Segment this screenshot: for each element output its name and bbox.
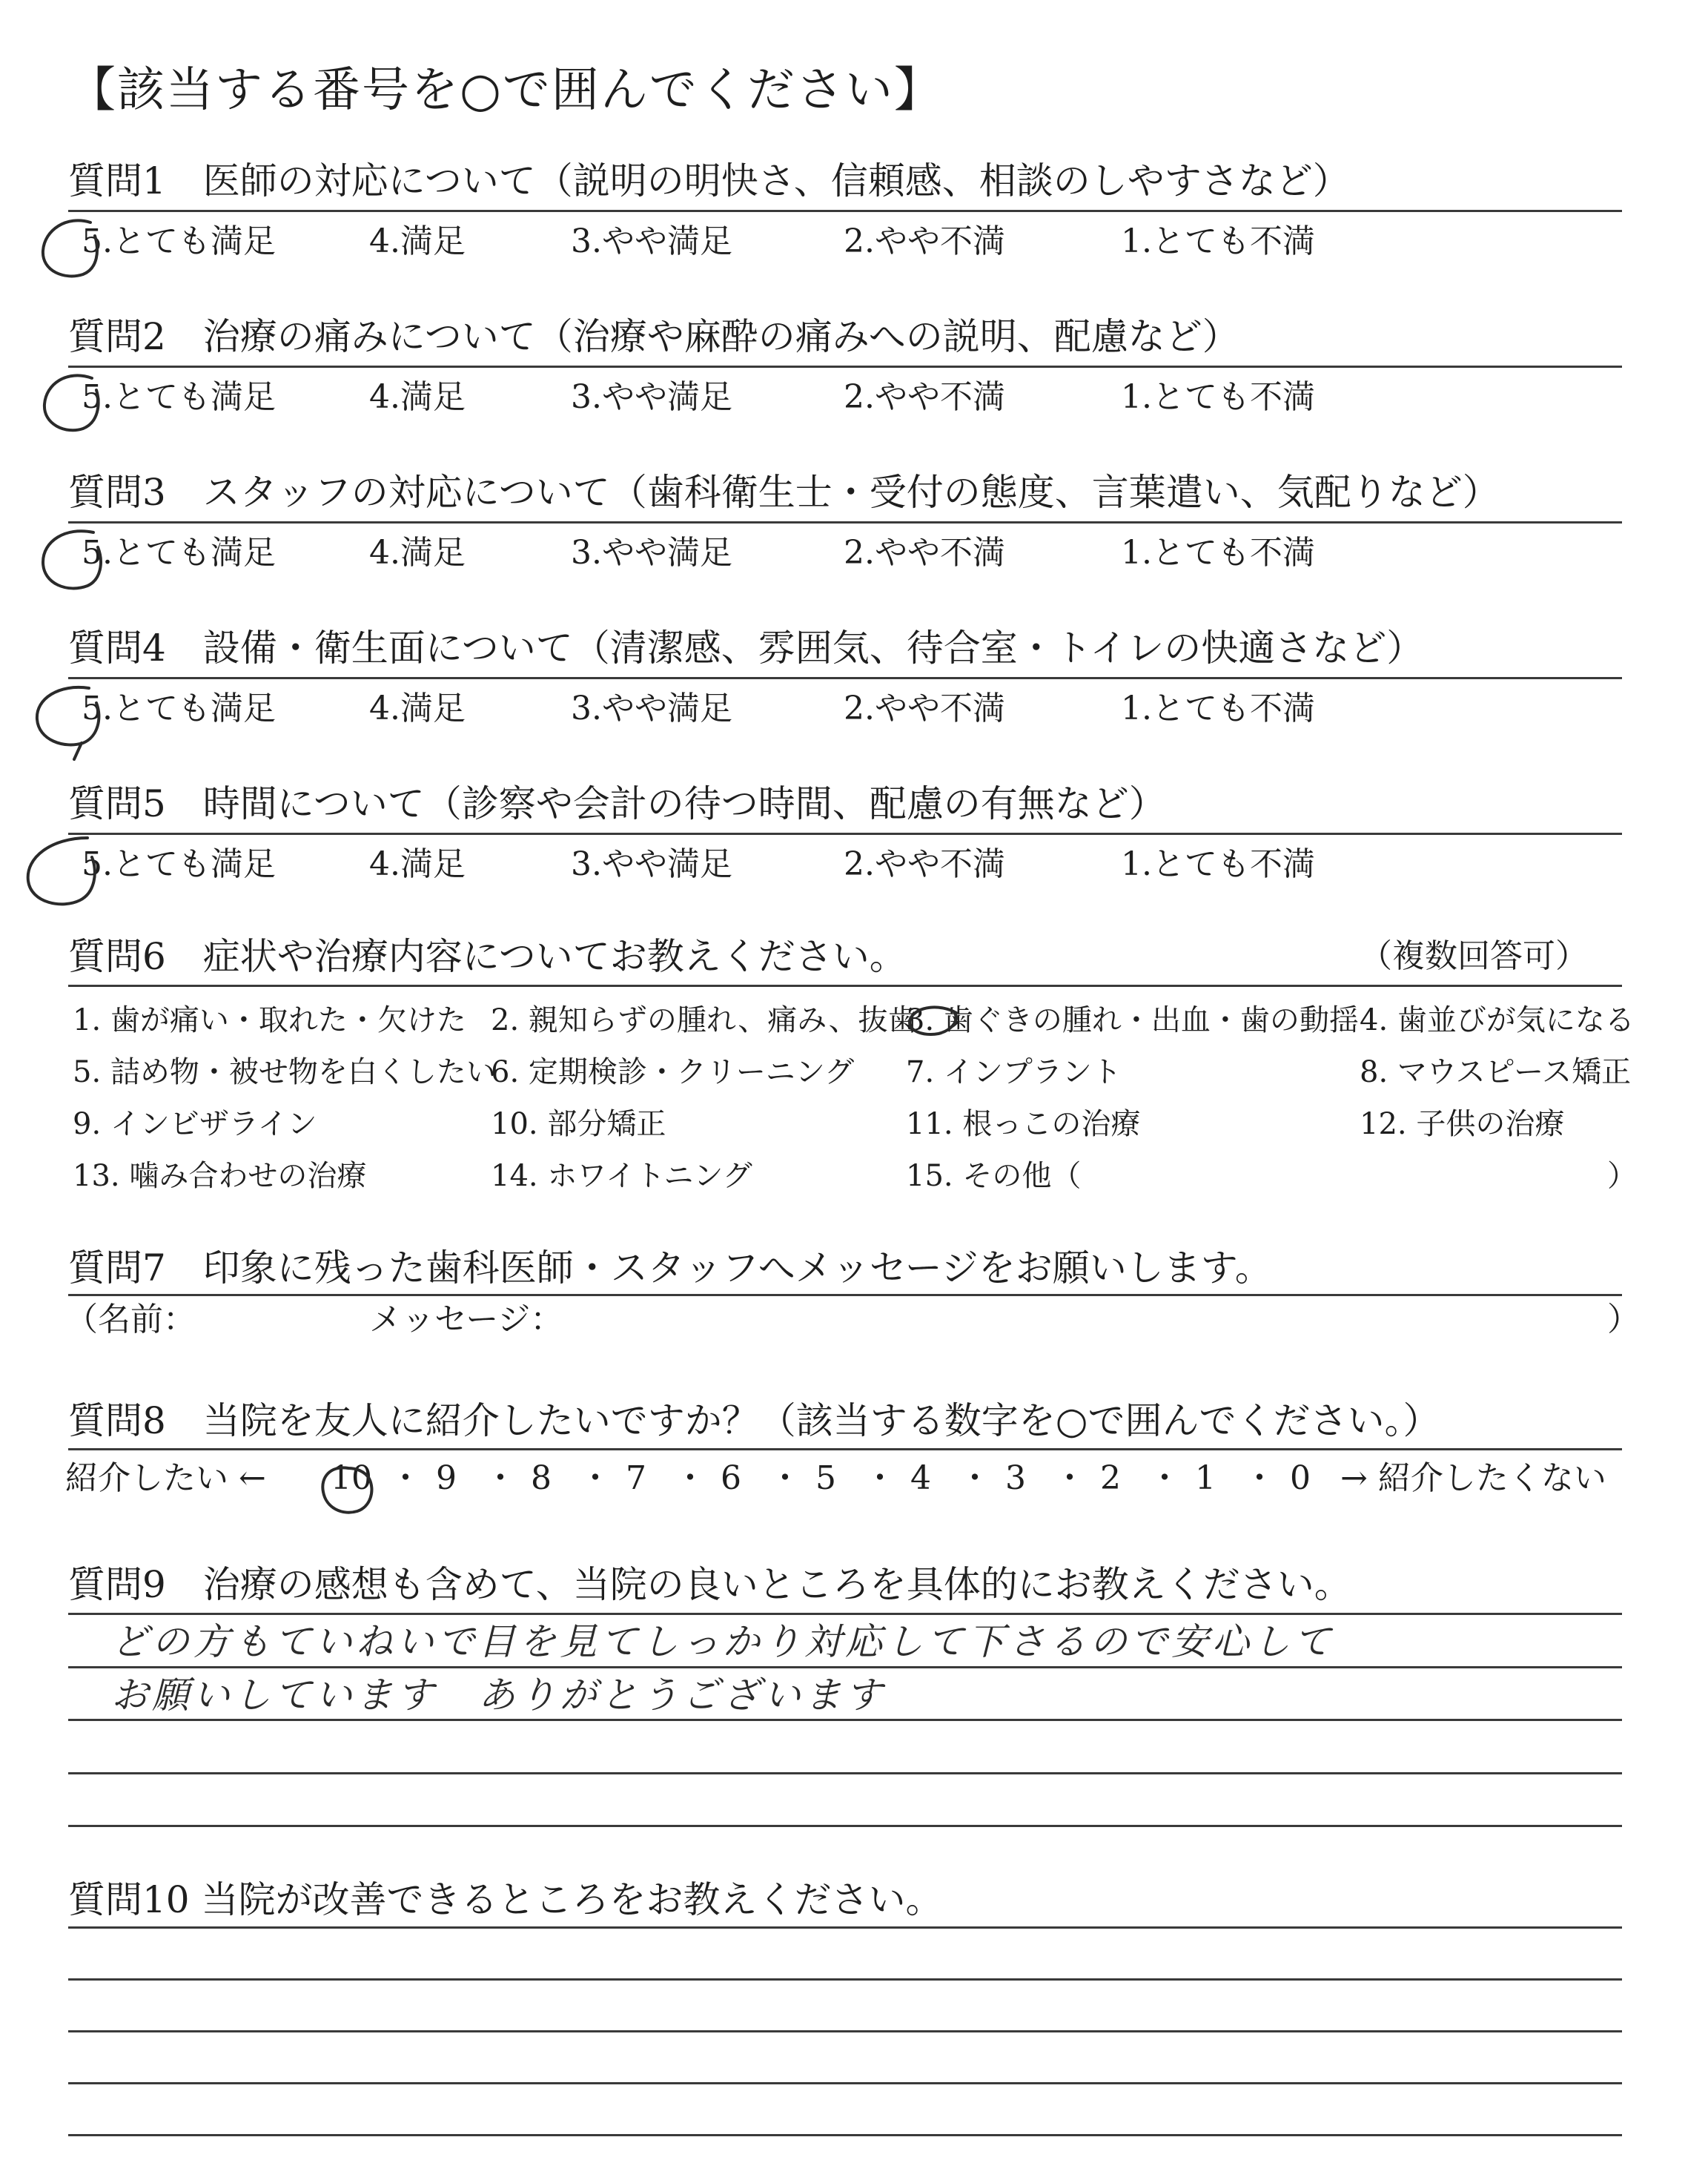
q3-option-5[interactable]: 5.とても満足 [82,534,276,572]
question-6-note: （複数回答可） [1360,937,1588,975]
q6-option-9[interactable]: 9. インビザライン [73,1107,317,1141]
q6-option-1[interactable]: 1. 歯が痛い・取れた・欠けた [73,1003,466,1037]
q6-option-11[interactable]: 11. 根っこの治療 [906,1107,1141,1141]
q3-option-2[interactable]: 2.やや不満 [844,534,1005,572]
q1-option-2[interactable]: 2.やや不満 [844,222,1005,260]
q9-answer-line-3 [68,1719,1622,1721]
q9-handwritten-answer-line-2[interactable]: お願いしています ありがとうございます [111,1674,886,1717]
q2-option-5[interactable]: 5.とても満足 [82,378,276,416]
q8-score-0[interactable]: 0 [1290,1459,1311,1497]
question-1-label: 質問1 医師の対応について（説明の明快さ、信頼感、相談のしやすさなど） [68,159,1350,202]
question-4-label: 質問4 設備・衛生面について（清潔感、雰囲気、待合室・トイレの快適さなど） [68,627,1424,670]
q6-option-12[interactable]: 12. 子供の治療 [1360,1107,1565,1141]
q8-separator: ・ [1243,1459,1276,1497]
q4-option-4[interactable]: 4.満足 [369,690,466,727]
question-7-divider [68,1294,1622,1296]
q4-option-2[interactable]: 2.やや不満 [844,690,1005,727]
q6-option-4[interactable]: 4. 歯並びが気になる [1360,1003,1635,1037]
question-3-label: 質問3 スタッフの対応について（歯科衛生士・受付の態度、言葉遣い、気配りなど） [68,471,1500,514]
q6-option-14[interactable]: 14. ホワイトニング [491,1159,752,1193]
q6-option-3[interactable]: 3. 歯ぐきの腫れ・出血・歯の動揺 [906,1003,1359,1037]
q8-left-label: 紹介したい ← [65,1459,266,1497]
q8-right-label: → 紹介したくない [1340,1459,1606,1497]
q10-answer-line-4 [68,2082,1622,2084]
q6-option-13[interactable]: 13. 噛み合わせの治療 [73,1159,367,1193]
q8-score-7[interactable]: 7 [626,1459,646,1497]
q3-option-1[interactable]: 1.とても不満 [1121,534,1315,572]
q8-separator: ・ [389,1459,422,1497]
q8-score-4[interactable]: 4 [910,1459,931,1497]
q4-option-5[interactable]: 5.とても満足 [82,690,276,727]
q9-answer-line-4 [68,1772,1622,1774]
question-4-divider [68,677,1622,679]
q8-separator: ・ [674,1459,706,1497]
q8-separator: ・ [484,1459,517,1497]
question-6-label: 質問6 症状や治療内容についてお教えください。 [68,935,907,978]
q4-option-1[interactable]: 1.とても不満 [1121,690,1315,727]
q3-option-4[interactable]: 4.満足 [369,534,466,572]
question-2-divider [68,366,1622,368]
q10-answer-line-3 [68,2030,1622,2032]
q9-handwritten-answer-line-1[interactable]: どの方もていねいで目を見てしっかり対応して下さるので安心して [111,1620,1334,1663]
q8-score-10[interactable]: 10 [331,1459,372,1497]
q7-close-paren: ） [1607,1301,1640,1338]
q8-separator: ・ [959,1459,991,1497]
q5-option-4[interactable]: 4.満足 [369,845,466,883]
q2-option-2[interactable]: 2.やや不満 [844,378,1005,416]
question-10-label: 質問10 当院が改善できるところをお教えください。 [68,1878,943,1921]
question-7-label: 質問7 印象に残った歯科医師・スタッフへメッセージをお願いします。 [68,1246,1272,1289]
question-9-label: 質問9 治療の感想も含めて、当院の良いところを具体的にお教えください。 [68,1563,1351,1606]
question-5-divider [68,833,1622,835]
q8-separator: ・ [1148,1459,1181,1497]
q8-separator: ・ [864,1459,896,1497]
q8-score-3[interactable]: 3 [1005,1459,1026,1497]
q5-option-5[interactable]: 5.とても満足 [82,845,276,883]
q9-answer-line-1 [68,1613,1622,1615]
q8-score-1[interactable]: 1 [1195,1459,1216,1497]
question-8-label: 質問8 当院を友人に紹介したいですか？（該当する数字を○で囲んでください。） [68,1399,1440,1442]
page-title: 【該当する番号を○で囲んでください】 [68,63,943,118]
q8-score-6[interactable]: 6 [721,1459,741,1497]
q4-option-3[interactable]: 3.やや満足 [571,690,732,727]
question-2-label: 質問2 治療の痛みについて（治療や麻酔の痛みへの説明、配慮など） [68,315,1239,358]
q9-answer-line-5 [68,1825,1622,1827]
question-5-label: 質問5 時間について（診察や会計の待つ時間、配慮の有無など） [68,782,1166,825]
q8-score-8[interactable]: 8 [531,1459,552,1497]
q6-option-8[interactable]: 8. マウスピース矯正 [1360,1055,1632,1089]
q2-option-4[interactable]: 4.満足 [369,378,466,416]
q10-answer-line-5 [68,2134,1622,2136]
q2-option-3[interactable]: 3.やや満足 [571,378,732,416]
q9-answer-line-2 [68,1666,1622,1668]
q7-name-label: （名前： [65,1301,196,1338]
q8-score-5[interactable]: 5 [815,1459,836,1497]
q1-option-1[interactable]: 1.とても不満 [1121,222,1315,260]
q6-option-10[interactable]: 10. 部分矯正 [491,1107,666,1141]
q5-option-1[interactable]: 1.とても不満 [1121,845,1315,883]
q7-message-label: メッセージ： [369,1301,563,1338]
q6-option-15[interactable]: 15. その他（ [906,1159,1082,1193]
q6-other-close-paren: ） [1607,1159,1637,1193]
q6-option-6[interactable]: 6. 定期検診・クリーニング [491,1055,855,1089]
q8-separator: ・ [579,1459,612,1497]
q5-option-3[interactable]: 3.やや満足 [571,845,732,883]
q8-score-9[interactable]: 9 [436,1459,457,1497]
q6-option-7[interactable]: 7. インプラント [906,1055,1122,1089]
q2-option-1[interactable]: 1.とても不満 [1121,378,1315,416]
question-8-divider [68,1448,1622,1450]
q6-option-2[interactable]: 2. 親知らずの腫れ、痛み、抜歯 [491,1003,918,1037]
q3-option-3[interactable]: 3.やや満足 [571,534,732,572]
q5-option-2[interactable]: 2.やや不満 [844,845,1005,883]
q1-option-4[interactable]: 4.満足 [369,222,466,260]
question-3-divider [68,521,1622,524]
question-6-divider [68,985,1622,987]
q6-option-5[interactable]: 5. 詰め物・被せ物を白くしたい [73,1055,496,1089]
q10-answer-line-1 [68,1926,1622,1929]
q1-option-3[interactable]: 3.やや満足 [571,222,732,260]
q10-answer-line-2 [68,1978,1622,1981]
q8-separator: ・ [769,1459,801,1497]
q8-score-2[interactable]: 2 [1100,1459,1121,1497]
q1-option-5[interactable]: 5.とても満足 [82,222,276,260]
q8-separator: ・ [1053,1459,1086,1497]
question-1-divider [68,210,1622,212]
